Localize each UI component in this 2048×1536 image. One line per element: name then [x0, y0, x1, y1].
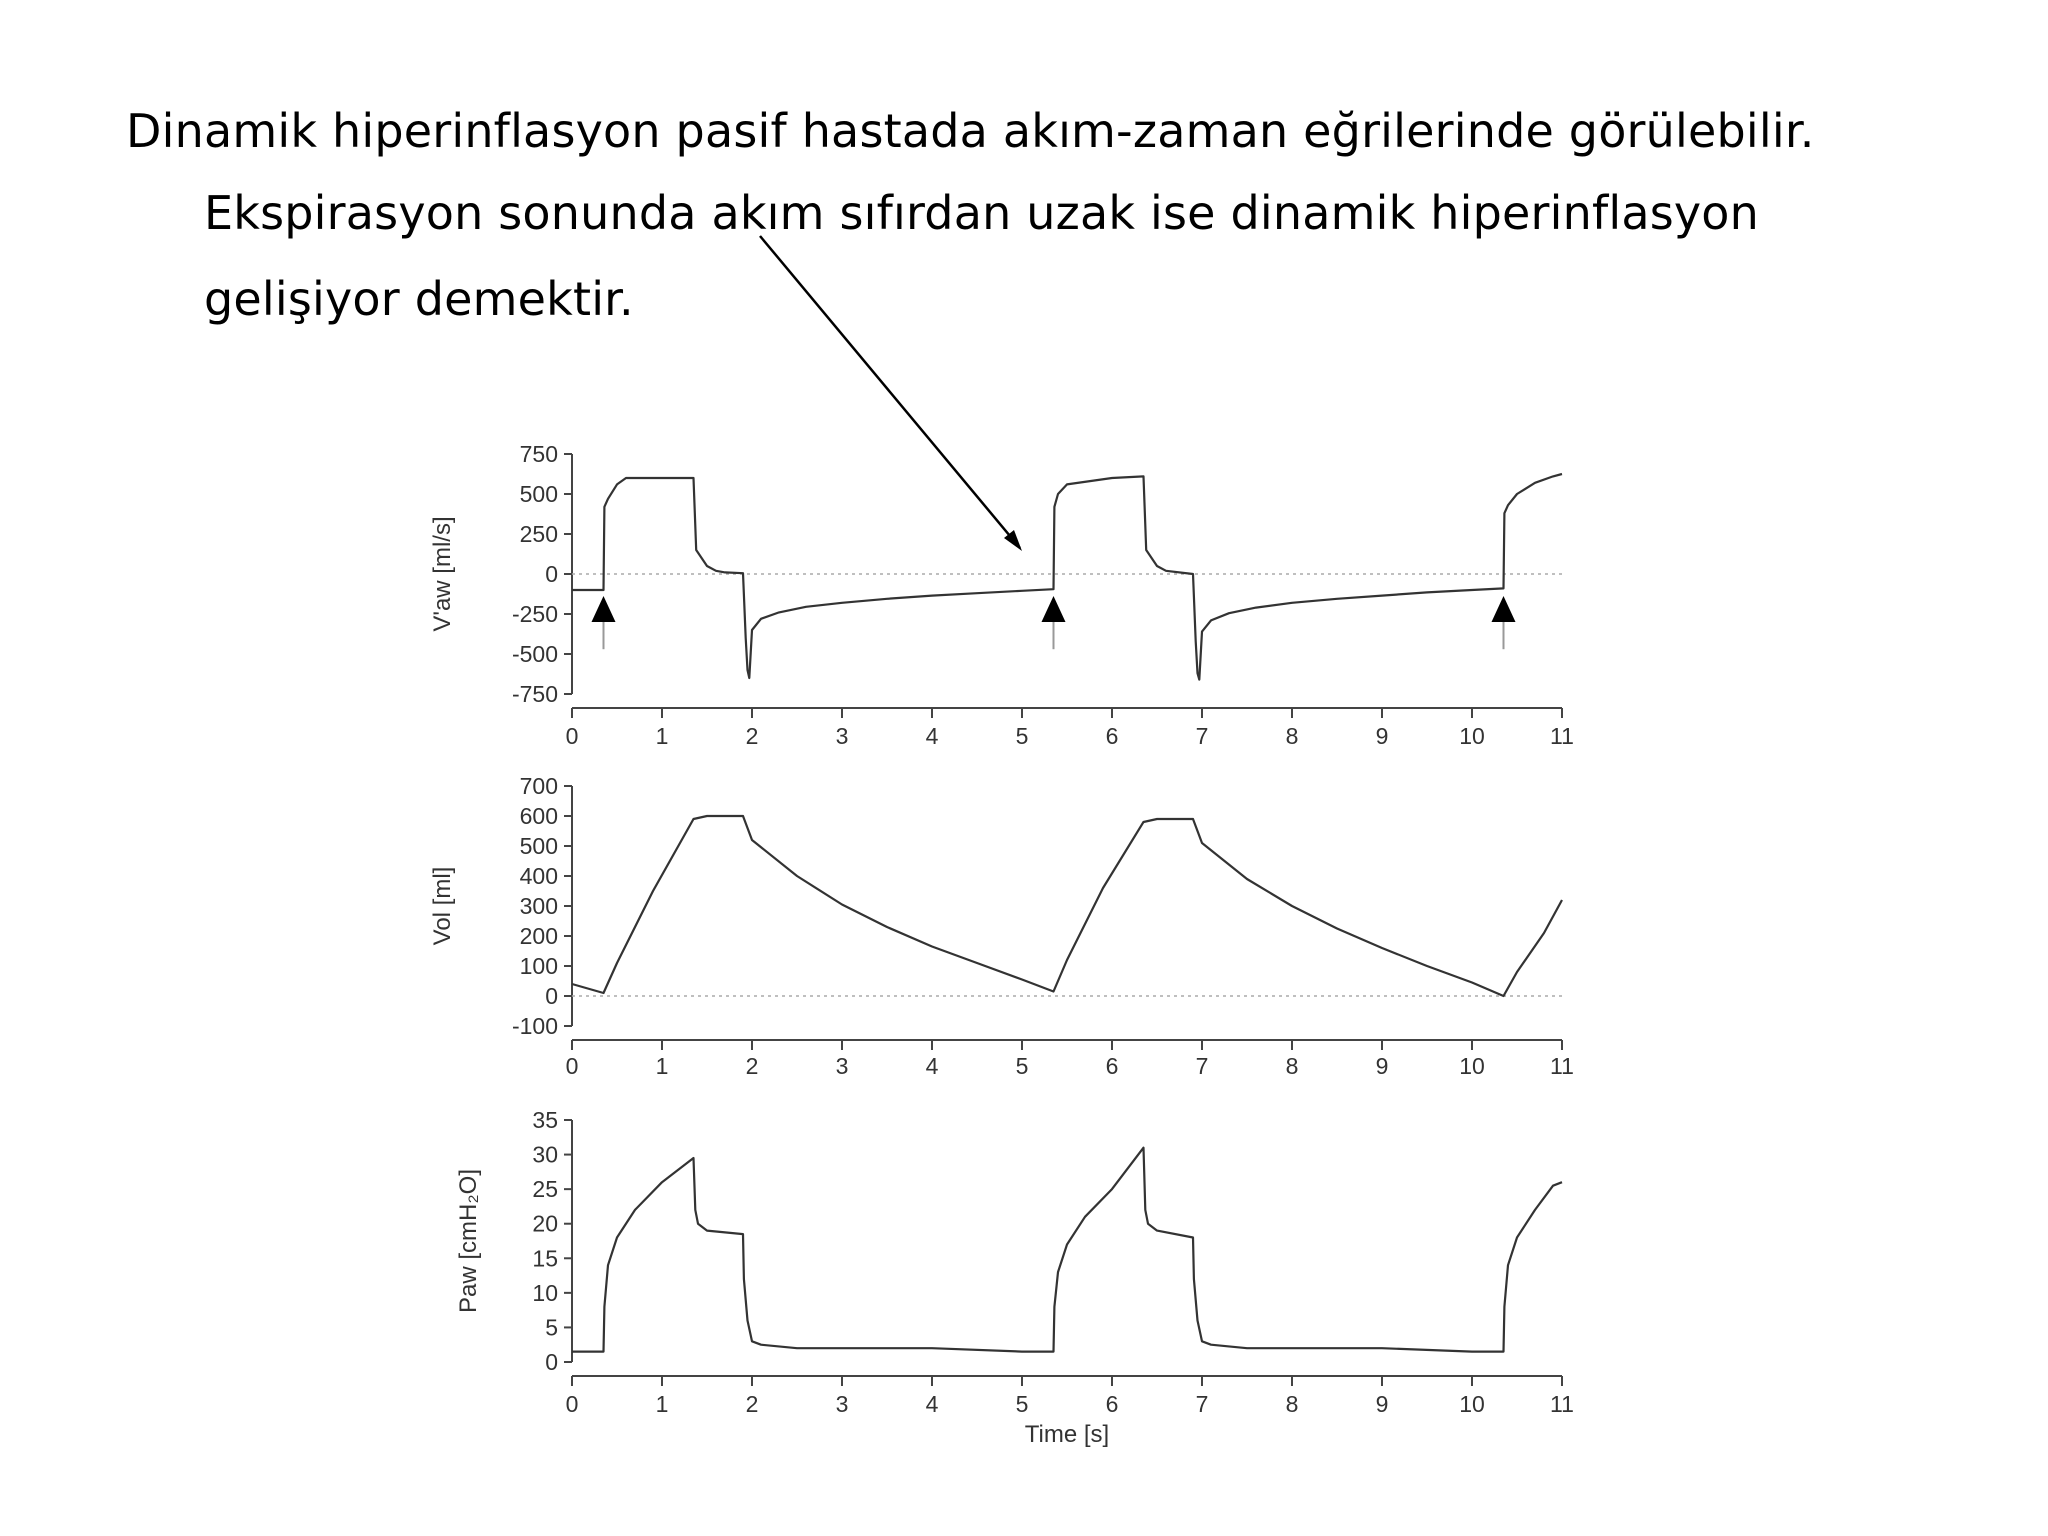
- flow-y-tick-label: -250: [511, 601, 558, 627]
- callout-arrow: [760, 236, 1020, 548]
- flow-x-tick-label: 4: [925, 723, 939, 749]
- pressure-series-line: [572, 1148, 1562, 1352]
- pressure-x-tick-label: 1: [655, 1391, 669, 1417]
- flow-y-axis-title: V'aw [ml/s]: [429, 516, 456, 632]
- trigger-triangle-icon: [592, 596, 616, 622]
- pressure-x-tick-label: 11: [1550, 1391, 1574, 1417]
- trigger-triangle-icon: [1492, 596, 1516, 622]
- volume-x-tick-label: 4: [925, 1053, 939, 1079]
- slide-text-line-3: gelişiyor demektir.: [204, 272, 634, 326]
- pressure-y-tick-label: 15: [532, 1245, 558, 1272]
- pressure-chart-panel: [455, 1107, 1574, 1448]
- volume-x-tick-label: 3: [835, 1053, 849, 1079]
- pressure-x-tick-label: 4: [925, 1391, 939, 1417]
- trigger-triangle-icon: [1042, 596, 1066, 622]
- pressure-x-tick-label: 8: [1285, 1391, 1299, 1417]
- volume-y-tick-label: 200: [519, 923, 558, 949]
- pressure-x-tick-label: 9: [1375, 1391, 1389, 1417]
- flow-y-tick-label: 750: [519, 441, 558, 467]
- flow-x-tick-label: 8: [1285, 723, 1299, 749]
- volume-x-tick-label: 6: [1105, 1053, 1119, 1079]
- flow-chart-panel: [429, 441, 1574, 749]
- pressure-y-tick-label: 5: [545, 1314, 558, 1341]
- volume-y-tick-label: 0: [545, 983, 558, 1009]
- flow-y-tick-label: -750: [511, 681, 558, 707]
- volume-y-tick-label: 300: [519, 893, 558, 919]
- pressure-x-tick-label: 7: [1195, 1391, 1209, 1417]
- pressure-x-axis-title: Time [s]: [1024, 1421, 1110, 1448]
- flow-x-tick-label: 7: [1195, 723, 1209, 749]
- slide-text-line-2: Ekspirasyon sonunda akım sıfırdan uzak ise dinamik hiperinflasyon: [204, 186, 1759, 240]
- flow-y-tick-label: 0: [545, 561, 558, 587]
- volume-x-tick-label: 5: [1015, 1053, 1029, 1079]
- volume-x-tick-label: 10: [1459, 1053, 1485, 1079]
- pressure-y-tick-label: 35: [532, 1107, 558, 1133]
- pressure-y-tick-label: 20: [532, 1210, 558, 1237]
- flow-x-tick-label: 10: [1459, 723, 1485, 749]
- pressure-y-tick-label: 0: [545, 1349, 558, 1375]
- pressure-x-tick-label: 5: [1015, 1391, 1029, 1417]
- flow-x-tick-label: 1: [655, 723, 669, 749]
- volume-series-line: [572, 816, 1562, 996]
- pressure-y-tick-label: 10: [532, 1279, 558, 1306]
- flow-y-tick-label: 500: [519, 481, 558, 507]
- volume-chart-panel: [429, 773, 1574, 1079]
- pressure-x-tick-label: 3: [835, 1391, 849, 1417]
- volume-y-tick-label: 600: [519, 803, 558, 829]
- volume-x-tick-label: 0: [565, 1053, 579, 1079]
- volume-y-tick-label: 400: [519, 863, 558, 889]
- pressure-y-axis-title: Paw [cmH₂O]: [455, 1169, 482, 1313]
- flow-x-tick-label: 2: [745, 723, 759, 749]
- flow-x-tick-label: 11: [1550, 723, 1574, 749]
- pressure-x-tick-label: 10: [1459, 1391, 1485, 1417]
- volume-x-tick-label: 11: [1550, 1053, 1574, 1079]
- pressure-y-tick-label: 30: [532, 1141, 558, 1168]
- flow-x-tick-label: 6: [1105, 723, 1119, 749]
- pressure-x-tick-label: 0: [565, 1391, 579, 1417]
- flow-x-tick-label: 3: [835, 723, 849, 749]
- volume-y-tick-label: 500: [519, 833, 558, 859]
- flow-series-line: [572, 474, 1562, 680]
- slide-text-line-1: Dinamik hiperinflasyon pasif hastada akım-zaman eğrilerinde görülebilir.: [126, 104, 1815, 158]
- volume-x-tick-label: 9: [1375, 1053, 1389, 1079]
- volume-y-tick-label: 700: [519, 773, 558, 799]
- flow-x-tick-label: 9: [1375, 723, 1389, 749]
- volume-y-axis-title: Vol [ml]: [429, 866, 456, 946]
- volume-x-tick-label: 2: [745, 1053, 759, 1079]
- pressure-y-tick-label: 25: [532, 1176, 558, 1203]
- volume-y-tick-label: 100: [519, 953, 558, 979]
- pressure-x-tick-label: 2: [745, 1391, 759, 1417]
- flow-y-tick-label: 250: [519, 521, 558, 547]
- volume-x-tick-label: 1: [655, 1053, 669, 1079]
- volume-x-tick-label: 8: [1285, 1053, 1299, 1079]
- volume-y-tick-label: -100: [511, 1013, 558, 1039]
- pressure-x-tick-label: 6: [1105, 1391, 1119, 1417]
- flow-y-tick-label: -500: [511, 641, 558, 667]
- flow-x-tick-label: 0: [565, 723, 579, 749]
- flow-x-tick-label: 5: [1015, 723, 1029, 749]
- volume-x-tick-label: 7: [1195, 1053, 1209, 1079]
